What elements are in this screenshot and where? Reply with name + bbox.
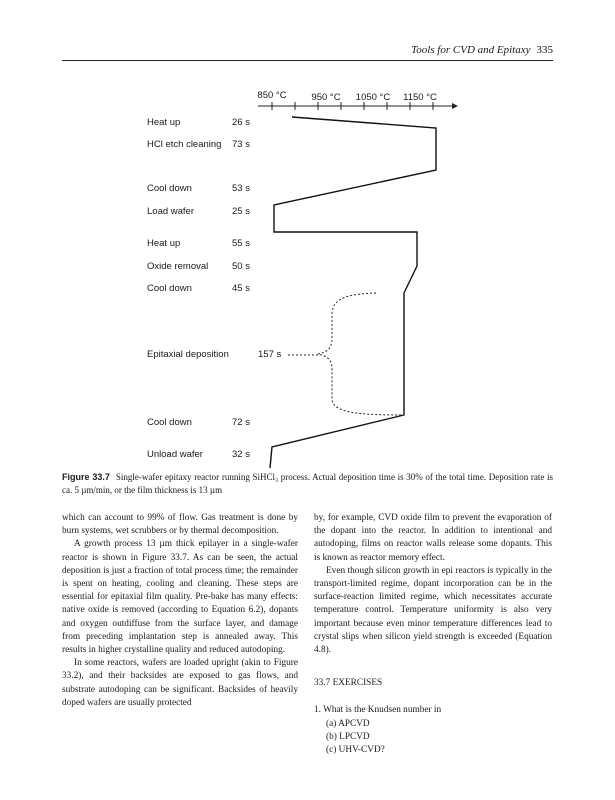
step-name: Cool down (147, 283, 192, 294)
paragraph: by, for example, CVD oxide film to prevent the evaporation of the dopant into the reactor. In addition to intentional and autodoping, films on reactor walls release some dopants. This is known as reactor memory effect. (314, 513, 552, 563)
right-column (314, 512, 552, 757)
page-number: 335 (536, 44, 553, 56)
step-name: Cool down (147, 183, 192, 194)
step-name: HCl etch cleaning (147, 139, 222, 150)
step-duration: 25 s (232, 206, 250, 217)
step-name: Load wafer (147, 206, 195, 217)
exercise-question: 1. What is the Knudsen number in (314, 705, 442, 716)
paragraph: A growth process 13 µm thick epilayer in a single-wafer reactor is shown in Figure 33.7. As can be seen, the actual deposition is just a fraction of total process time; the remainder is spent on heating, cooling and cleaning. These steps are essential for epitaxial film quality. Pre-bake has many effects: native oxide is removed (according to Equation 6.2), dopants and oxygen outdiffuse from the surface layer, and damage from preceding implantation step is annealed away. This results in higher crystalline quality and reduced autodoping. (62, 539, 298, 656)
step-duration: 45 s (232, 283, 250, 294)
step-name: Epitaxial deposition (147, 349, 229, 360)
step-duration: 73 s (232, 139, 250, 150)
exercise-option: (c) UHV-CVD? (326, 745, 385, 756)
step-name: Heat up (147, 117, 181, 128)
paragraph: In some reactors, wafers are loaded upright (akin to Figure 33.2), and their backsides are exposed to gas flows, and substrate autodoping can be significant. Backsides of heavily doped wafers are usually protected (62, 658, 298, 708)
step-duration: 55 s (232, 238, 250, 249)
step-duration: 32 s (232, 449, 250, 460)
step-duration: 26 s (232, 117, 250, 128)
step-name: Heat up (147, 238, 181, 249)
paragraph: which can account to 99% of flow. Gas treatment is done by burn systems, wet scrubbers or by thermal decomposition. (62, 513, 298, 537)
exercise-list (314, 704, 552, 757)
exercise-option: (a) APCVD (326, 718, 370, 729)
step-duration: 53 s (232, 183, 250, 194)
step-name: Oxide removal (147, 261, 209, 272)
step-name: Cool down (147, 417, 192, 428)
temperature-profile-line (270, 117, 436, 468)
figure-caption (62, 471, 553, 496)
deposition-bracket (318, 293, 404, 415)
exercise-option: (b) LPCVD (326, 731, 370, 742)
running-title: Tools for CVD and Epitaxy (411, 44, 531, 56)
temp-label-950: 950 °C (311, 92, 341, 103)
figure-label: Figure 33.7 (62, 472, 110, 482)
temp-label-850: 850 °C (257, 90, 287, 101)
step-name: Unload wafer (147, 449, 203, 460)
paragraph: Even though silicon growth in epi reactors is typically in the transport-limited regime, dopant incorporation can be in the surface-reaction limited regime, which necessitates accurate temperature control. Temperature uniformity is also very important because even minor temperature differences lead to crystal slips when silicon yield strength is exceeded (Equation 4.8). (314, 565, 552, 656)
step-duration: 157 s (258, 349, 282, 360)
temp-label-1050: 1050 °C (355, 92, 391, 103)
temp-label-1150: 1150 °C (403, 92, 437, 103)
left-column (62, 512, 298, 710)
step-duration: 50 s (232, 261, 250, 272)
step-duration: 72 s (232, 417, 250, 428)
axis-arrow (452, 103, 458, 109)
caption-text: Single-wafer epitaxy reactor running SiHCl₃ process. Actual deposition time is 30% of the total time. Deposition rate is ca. 5 µm/min, or the film thickness is 13 µm (62, 472, 553, 495)
section-heading: 33.7 EXERCISES (314, 678, 383, 689)
